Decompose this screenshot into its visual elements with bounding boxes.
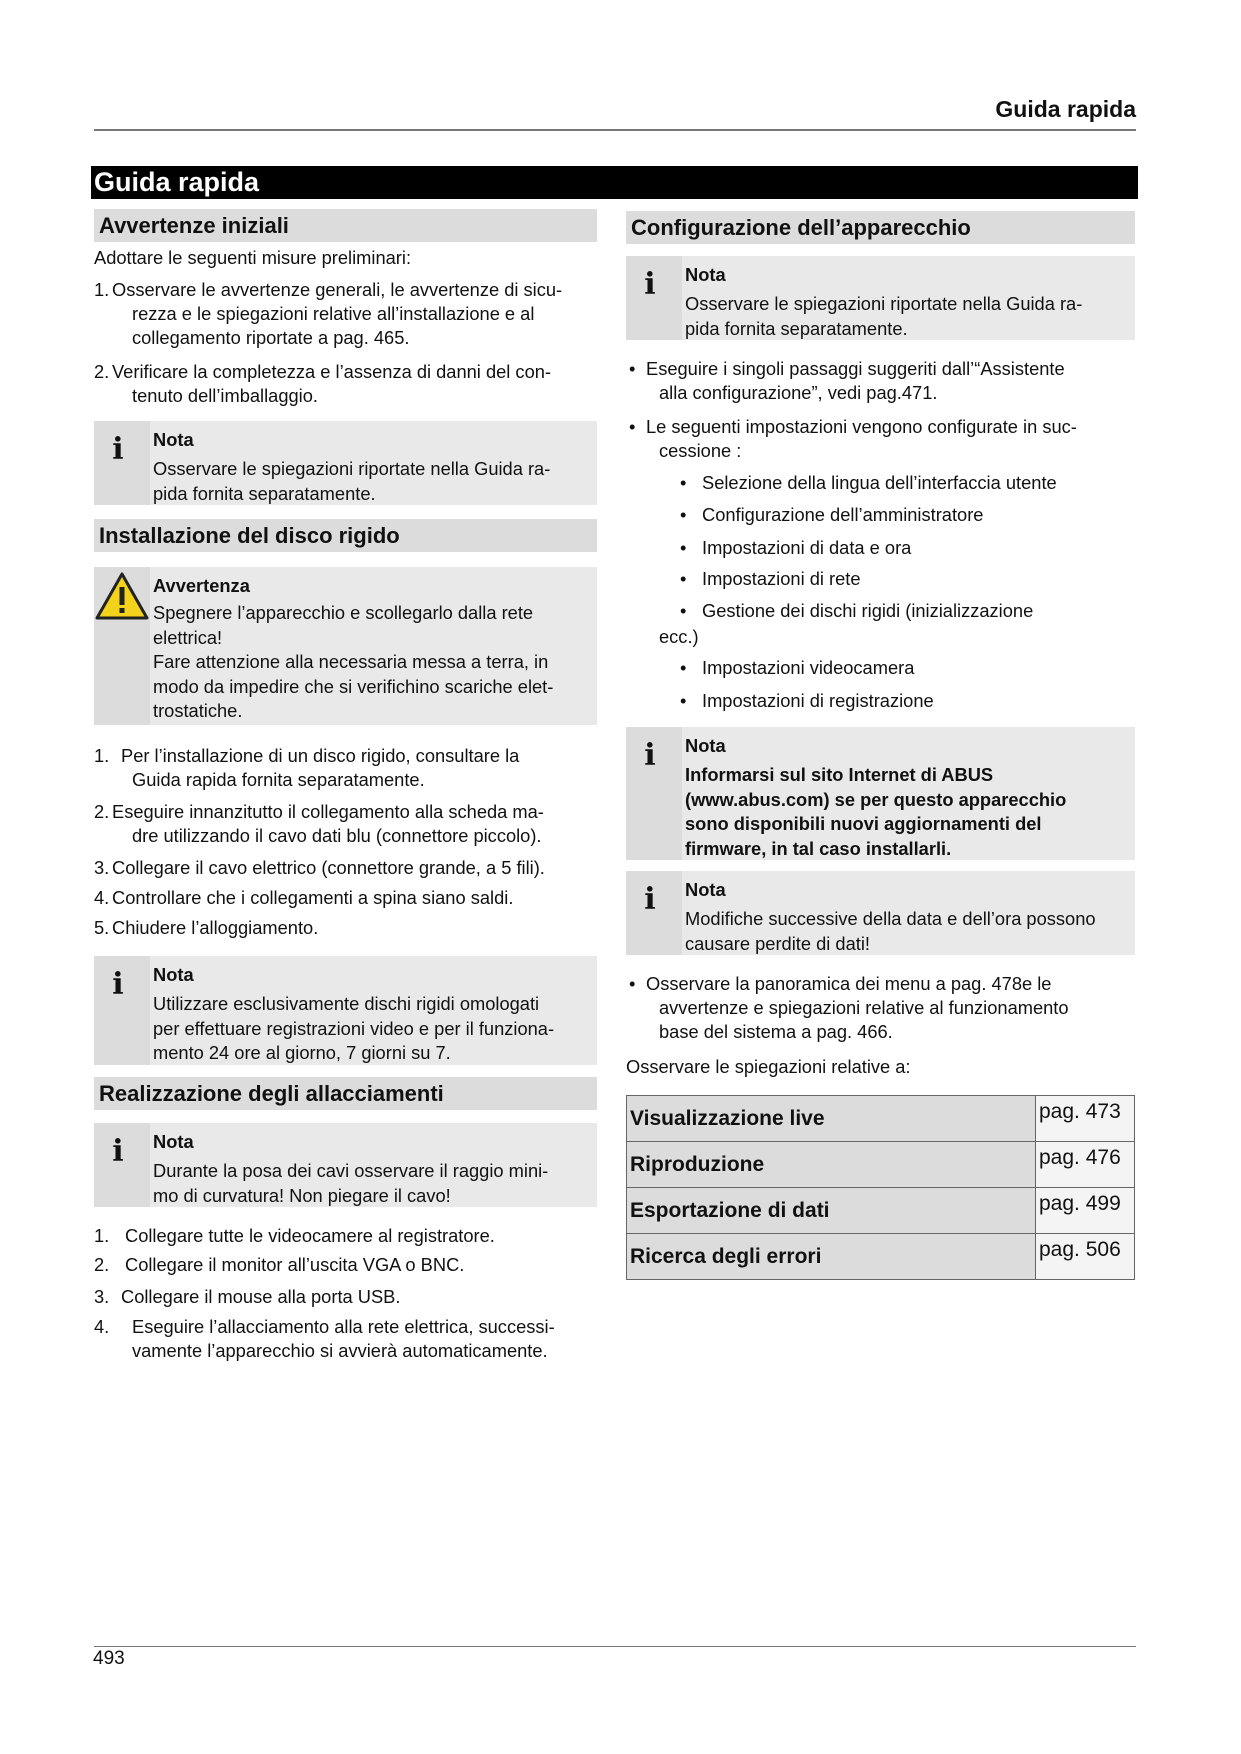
- list-text: Eseguire l’allacciamento alla rete elettrica, successi-: [132, 1316, 555, 1337]
- list-text: rezza e le spiegazioni relative all’installazione e al: [132, 303, 535, 324]
- note-line: pida fornita separatamente.: [685, 317, 908, 339]
- warning-title: Avvertenza: [153, 575, 250, 596]
- note-text: [153, 457, 589, 506]
- note-icon-strip: [94, 421, 150, 505]
- note-line: mo di curvatura! Non piegare il cavo!: [153, 1184, 451, 1206]
- table-row: [627, 1188, 1135, 1234]
- note-text: [153, 1159, 589, 1208]
- list-text: Collegare il monitor all’uscita VGA o BNC.: [125, 1254, 465, 1275]
- bullet-dot: •: [680, 504, 687, 525]
- bullet-dot: •: [680, 537, 687, 558]
- list-text: Chiudere l’alloggiamento.: [112, 917, 319, 938]
- list-text: collegamento riportate a pag. 465.: [132, 327, 410, 348]
- bullet-text: Eseguire i singoli passaggi suggeriti dall’“Assistente: [646, 358, 1065, 379]
- ref-label: Ricerca degli errori: [627, 1234, 1036, 1280]
- note-title: Nota: [685, 879, 726, 900]
- note-icon-strip: [626, 871, 682, 955]
- bullet-dot: •: [629, 416, 636, 437]
- info-icon: i: [112, 1134, 124, 1169]
- refs-intro: Osservare le spiegazioni relative a:: [626, 1056, 911, 1077]
- list-number: 1.: [94, 745, 110, 766]
- bullet-dot: •: [680, 472, 687, 493]
- ref-page: pag. 476: [1036, 1142, 1135, 1188]
- note-title: Nota: [685, 735, 726, 756]
- warning-triangle-icon: [95, 571, 149, 623]
- note-line: Osservare le spiegazioni riportate nella Guida ra-: [685, 293, 1083, 314]
- note-line: Osservare le spiegazioni riportate nella Guida ra-: [153, 458, 551, 479]
- bullet-text: avvertenze e spiegazioni relative al funzionamento: [659, 997, 1069, 1018]
- table-row: [627, 1096, 1135, 1142]
- note-line: Informarsi sul sito Internet di ABUS: [685, 764, 994, 785]
- sub-bullet-continuation: ecc.): [659, 626, 699, 647]
- list-number: 2.: [94, 801, 110, 822]
- info-icon: i: [112, 967, 124, 1002]
- sub-bullet-text: Impostazioni di data e ora: [702, 537, 912, 558]
- info-icon: i: [112, 432, 124, 467]
- table-row: [627, 1234, 1135, 1280]
- note-line: (www.abus.com) se per questo apparecchio: [685, 788, 1067, 810]
- list-text: vamente l’apparecchio si avvierà automaticamente.: [132, 1340, 548, 1361]
- bullet-dot: •: [680, 690, 687, 711]
- note-title: Nota: [153, 964, 194, 985]
- list-text: Collegare il mouse alla porta USB.: [121, 1286, 401, 1307]
- bullet-dot: •: [680, 568, 687, 589]
- note-line: mento 24 ore al giorno, 7 giorni su 7.: [153, 1042, 451, 1063]
- bullet-text: cessione :: [659, 440, 742, 461]
- list-text: Controllare che i collegamenti a spina siano saldi.: [112, 887, 514, 908]
- list-text: Per l’installazione di un disco rigido, consultare la: [121, 745, 520, 766]
- list-number: 4.: [94, 887, 110, 908]
- ref-page: pag. 499: [1036, 1188, 1135, 1234]
- header-rule: [94, 129, 1136, 131]
- note-line: per effettuare registrazioni video e per il funziona-: [153, 1017, 555, 1039]
- warning-box: [94, 567, 597, 725]
- note-line: pida fornita separatamente.: [153, 482, 376, 504]
- sub-bullet-text: Selezione della lingua dell’interfaccia utente: [702, 472, 1057, 493]
- ref-page: pag. 473: [1036, 1096, 1135, 1142]
- list-number: 3.: [94, 1286, 110, 1307]
- ref-label: Esportazione di dati: [627, 1188, 1036, 1234]
- warning-line: Fare attenzione alla necessaria messa a terra, in: [153, 651, 549, 672]
- list-text: Collegare tutte le videocamere al registratore.: [125, 1225, 495, 1246]
- list-number: 5.: [94, 917, 110, 938]
- note-box: [94, 421, 597, 505]
- list-text: Collegare il cavo elettrico (connettore grande, a 5 fili).: [112, 857, 545, 878]
- ref-label: Riproduzione: [627, 1142, 1036, 1188]
- list-number: 1.: [94, 1225, 110, 1246]
- list-text: Verificare la completezza e l’assenza di danni del con-: [112, 361, 551, 382]
- list-number: 4.: [94, 1316, 110, 1337]
- bullet-text: base del sistema a pag. 466.: [659, 1021, 893, 1042]
- note-text: [685, 907, 1127, 956]
- bullet-dot: •: [680, 600, 687, 621]
- note-text: [685, 292, 1127, 341]
- note-icon-strip: [94, 1123, 150, 1207]
- sub-bullet-text: Configurazione dell’amministratore: [702, 504, 984, 525]
- list-number: 3.: [94, 857, 110, 878]
- note-box: [94, 1123, 597, 1207]
- ref-label: Visualizzazione live: [627, 1096, 1036, 1142]
- note-line: Durante la posa dei cavi osservare il raggio mini-: [153, 1160, 549, 1181]
- list-number: 2.: [94, 1254, 110, 1275]
- bullet-text: Le seguenti impostazioni vengono configurate in suc-: [646, 416, 1077, 437]
- list-text: Osservare le avvertenze generali, le avvertenze di sicu-: [112, 279, 563, 300]
- bullet-dot: •: [680, 657, 687, 678]
- warning-line: trostatiche.: [153, 700, 243, 721]
- table-row: [627, 1142, 1135, 1188]
- ref-page: pag. 506: [1036, 1234, 1135, 1280]
- list-text: dre utilizzando il cavo dati blu (connettore piccolo).: [132, 825, 542, 846]
- note-box: [626, 256, 1135, 340]
- note-icon-strip: [94, 956, 150, 1065]
- note-title: Nota: [685, 264, 726, 285]
- sub-bullet-text: Impostazioni videocamera: [702, 657, 915, 678]
- bullet-dot: •: [629, 973, 636, 994]
- note-box: [94, 956, 597, 1065]
- note-line: causare perdite di dati!: [685, 932, 870, 954]
- section-heading-avvertenze: Avvertenze iniziali: [94, 209, 597, 242]
- note-icon-strip: [626, 256, 682, 340]
- section-heading-allacciamenti: Realizzazione degli allacciamenti: [94, 1077, 597, 1110]
- list-text: Eseguire innanzitutto il collegamento alla scheda ma-: [112, 801, 544, 822]
- warning-icon-strip: [94, 567, 150, 725]
- bullet-dot: •: [629, 358, 636, 379]
- sub-bullet-text: Impostazioni di registrazione: [702, 690, 934, 711]
- note-title: Nota: [153, 429, 194, 450]
- note-line: firmware, in tal caso installarli.: [685, 837, 952, 859]
- note-icon-strip: [626, 727, 682, 860]
- section-heading-configurazione: Configurazione dell’apparecchio: [626, 211, 1135, 244]
- list-text: Guida rapida fornita separatamente.: [132, 769, 425, 790]
- footer-rule: [94, 1646, 1136, 1647]
- section-heading-installazione: Installazione del disco rigido: [94, 519, 597, 552]
- sub-bullet-text: Impostazioni di rete: [702, 568, 861, 589]
- note-box: [626, 871, 1135, 955]
- note-box: [626, 727, 1135, 860]
- running-header-title: Guida rapida: [995, 96, 1136, 122]
- reference-table: [626, 1095, 1135, 1280]
- note-line: Utilizzare esclusivamente dischi rigidi omologati: [153, 993, 540, 1014]
- list-text: tenuto dell’imballaggio.: [132, 385, 318, 406]
- info-icon: i: [644, 738, 656, 773]
- page-number: 493: [93, 1648, 125, 1669]
- list-number: 1.: [94, 279, 110, 300]
- bullet-text: alla configurazione”, vedi pag.471.: [659, 382, 938, 403]
- page-title: Guida rapida: [91, 166, 1138, 199]
- warning-line: Spegnere l’apparecchio e scollegarlo dalla rete: [153, 602, 534, 623]
- warning-line: modo da impedire che si verifichino scariche elet-: [153, 675, 554, 697]
- intro-text: Adottare le seguenti misure preliminari:: [94, 247, 412, 268]
- warning-line: elettrica!: [153, 626, 223, 648]
- note-text: [685, 763, 1127, 861]
- info-icon: i: [644, 882, 656, 917]
- note-line: Modifiche successive della data e dell’ora possono: [685, 908, 1096, 929]
- bullet-text: Osservare la panoramica dei menu a pag. 478e le: [646, 973, 1052, 994]
- info-icon: i: [644, 267, 656, 302]
- list-number: 2.: [94, 361, 110, 382]
- sub-bullet-text: Gestione dei dischi rigidi (inizializzazione: [702, 600, 1034, 621]
- note-title: Nota: [153, 1131, 194, 1152]
- note-text: [153, 992, 589, 1066]
- warning-text: [153, 601, 589, 724]
- note-line: sono disponibili nuovi aggiornamenti del: [685, 813, 1042, 834]
